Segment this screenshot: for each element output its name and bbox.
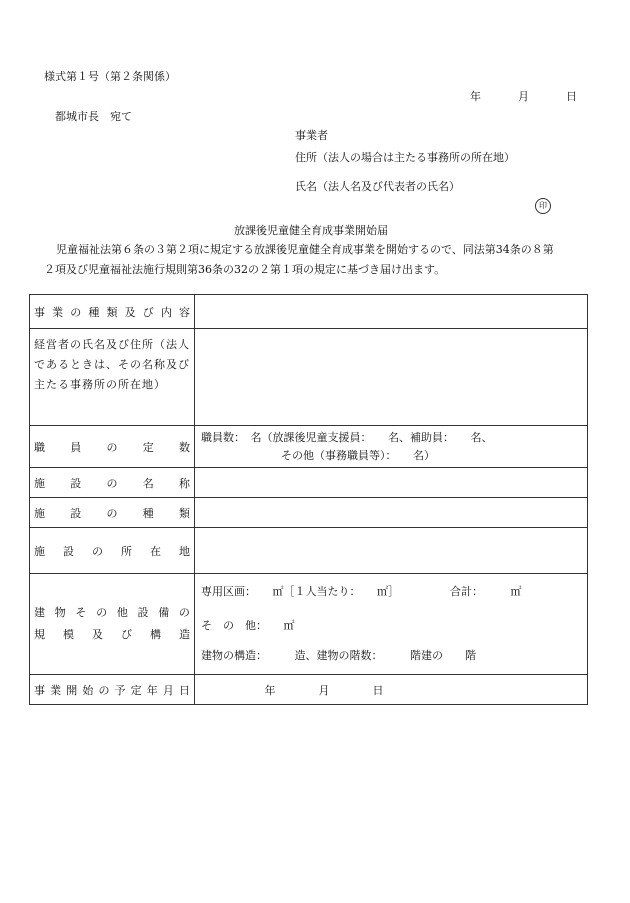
table-row [30, 329, 588, 426]
date-month: 月 [518, 90, 529, 103]
label-facility-location: 施 設 の 所 在 地 [30, 528, 195, 574]
start-date-day: 日 [372, 683, 384, 697]
input-business-type[interactable] [195, 295, 588, 329]
date-year: 年 [470, 90, 481, 103]
staff-count-line-1: 職員数： 名（放課後児童支援員： 名、補助員： 名、 [201, 430, 493, 444]
table-row [30, 426, 588, 468]
declaration-text: 児童福祉法第６条の３第２項に規定する放課後児童健全育成事業を開始するので、同法第34条の８第２項及び児童福祉法施行規則第36条の32の２第１項の規定に基づき届け出ます。 [44, 243, 554, 276]
table-row [30, 528, 588, 574]
label-start-date: 事 業 開 始 の 予 定 年 月 日 [30, 675, 195, 705]
building-area-line [201, 581, 581, 603]
applicant-address-label: 住所（法人の場合は主たる事務所の所在地） [295, 151, 515, 164]
applicant-name-label: 氏名（法人名及び代表者の氏名） [295, 180, 460, 193]
input-staff-count[interactable] [195, 426, 588, 468]
label-building-scale: 建 物 そ の 他 設 備 の 規 模 及 び 構 造 [30, 574, 195, 675]
label-facility-name: 施 設 の 名 称 [30, 468, 195, 498]
area-other: そ の 他： ㎡ [201, 619, 295, 632]
table-row [30, 468, 588, 498]
staff-count-line-2: その他（事務職員等）： 名） [281, 448, 435, 462]
document-title: 放課後児童健全育成事業開始届 [234, 224, 388, 237]
table-row [30, 574, 588, 675]
area-private: 専用区画： ㎡［１人当たり： ㎡］ [201, 585, 399, 598]
start-date-year: 年 [264, 683, 276, 697]
start-date-month: 月 [318, 683, 330, 697]
submission-date [470, 88, 577, 104]
date-day: 日 [566, 90, 577, 103]
label-staff-count: 職 員 の 定 数 [30, 426, 195, 468]
input-building-scale[interactable] [195, 574, 588, 675]
form-number-label: 様式第１号（第２条関係） [44, 70, 176, 83]
label-operator: 経営者の氏名及び住所（法人であるときは、その名称及び主たる事務所の所在地） [30, 329, 195, 426]
addressee: 都城市長 宛て [55, 110, 132, 123]
notification-form-table [29, 294, 588, 705]
input-facility-location[interactable] [195, 528, 588, 574]
area-total: 合計： ㎡ [450, 585, 522, 598]
label-business-type: 事 業 の 種 類 及 び 内 容 [30, 295, 195, 329]
input-start-date[interactable] [195, 675, 588, 705]
input-facility-name[interactable] [195, 468, 588, 498]
table-row [30, 498, 588, 528]
table-row [30, 675, 588, 705]
input-facility-type[interactable] [195, 498, 588, 528]
label-facility-type: 施 設 の 種 類 [30, 498, 195, 528]
seal-mark-icon: 印 [535, 198, 551, 214]
building-structure: 建物の構造： 造、建物の階数： 階建の 階 [201, 649, 476, 662]
input-operator[interactable] [195, 329, 588, 426]
applicant-label: 事業者 [295, 129, 328, 142]
table-row [30, 295, 588, 329]
